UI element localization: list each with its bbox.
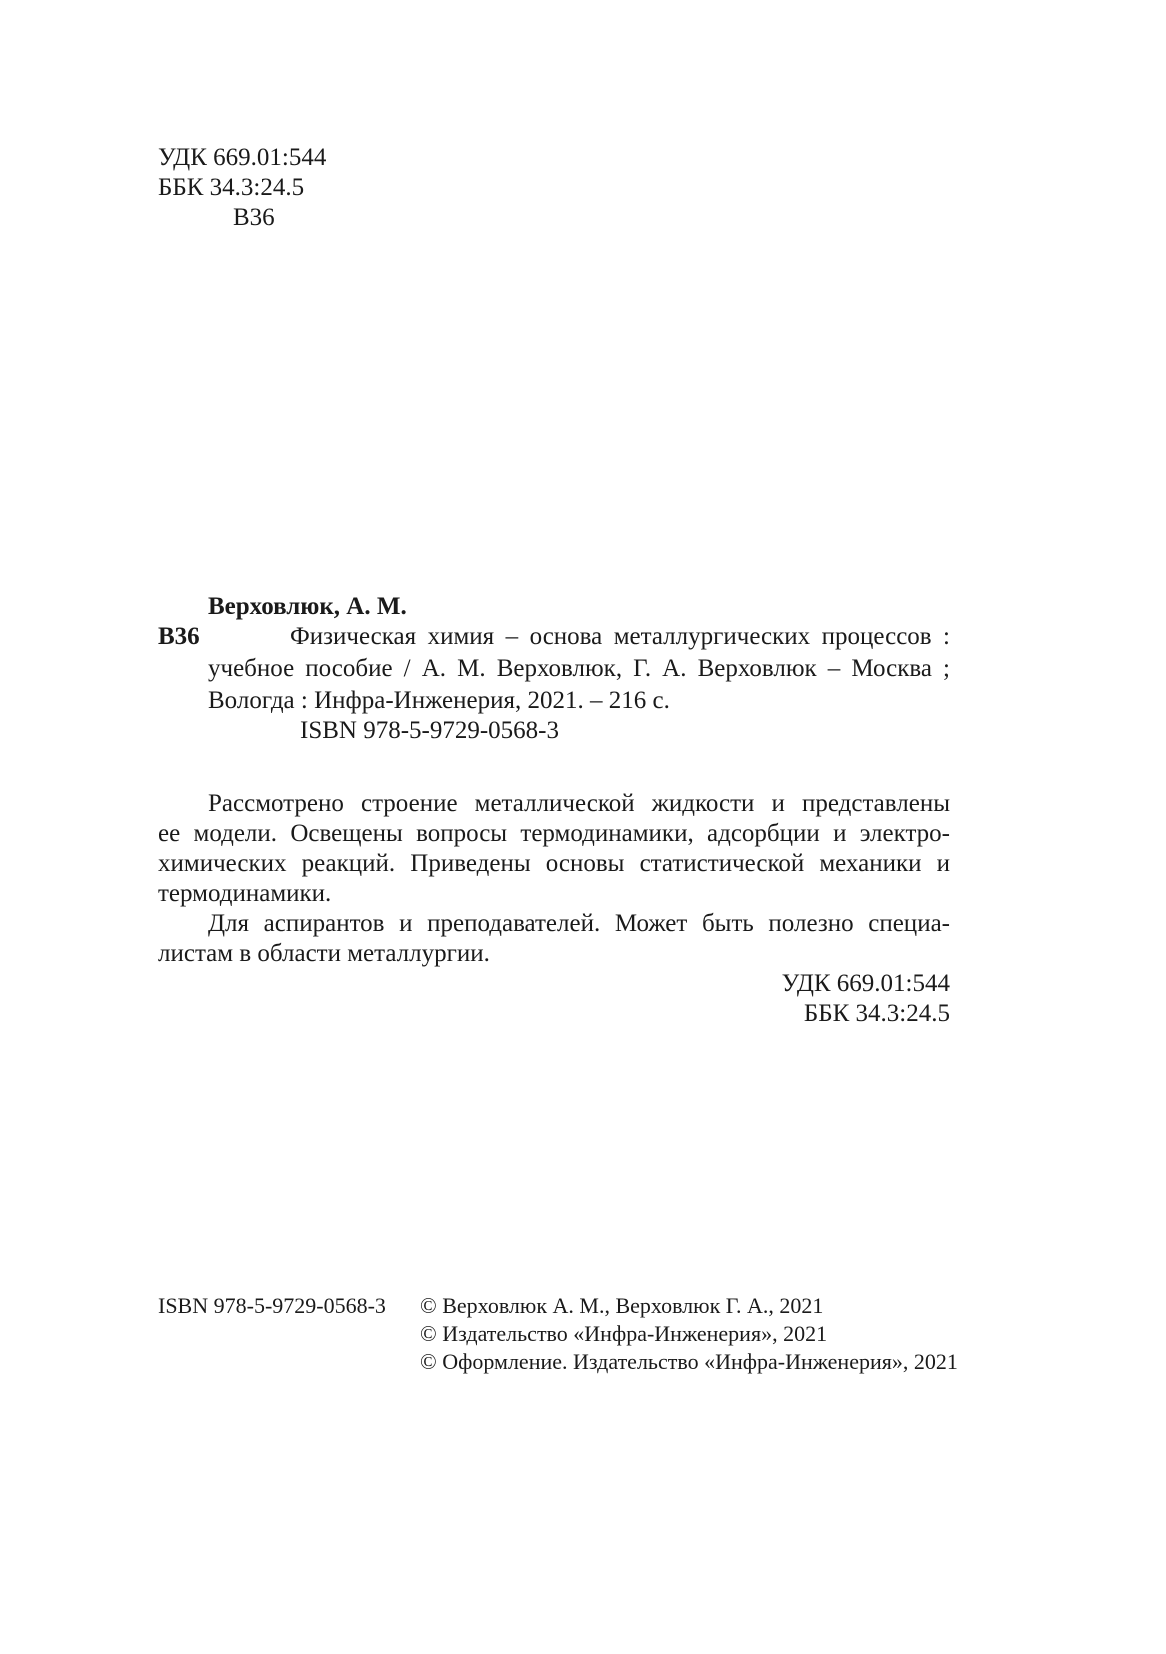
- top-bbk: ББК 34.3:24.5: [158, 174, 305, 201]
- annotation-p1-line-3: химических реакций. Приведены основы статистической механики и: [158, 850, 950, 877]
- annotation-p2-line-1: Для аспирантов и преподавателей. Может быть полезно специа-: [208, 910, 950, 937]
- top-udk: УДК 669.01:544: [158, 144, 327, 171]
- footer-isbn: ISBN 978-5-9729-0568-3: [158, 1293, 386, 1318]
- annotation-p1-line-1: Рассмотрено строение металлической жидкости и представлены: [208, 790, 950, 817]
- record-title-line-3: Вологда : Инфра-Инженерия, 2021. – 216 с.: [208, 687, 670, 714]
- record-title-line-2: учебное пособие / А. М. Верховлюк, Г. А. Верховлюк – Москва ;: [208, 655, 950, 682]
- bottom-udk: УДК 669.01:544: [781, 970, 950, 997]
- bottom-bbk: ББК 34.3:24.5: [803, 1000, 950, 1027]
- record-isbn: ISBN 978-5-9729-0568-3: [300, 717, 560, 744]
- copyright-publisher: © Издательство «Инфра-Инженерия», 2021: [420, 1321, 828, 1346]
- copyright-design: © Оформление. Издательство «Инфра-Инженерия», 2021: [420, 1349, 958, 1374]
- annotation-p1-line-2: ее модели. Освещены вопросы термодинамики, адсорбции и электро-: [158, 820, 950, 847]
- top-author-mark: В36: [233, 204, 275, 231]
- record-author-mark: В36: [158, 623, 200, 650]
- annotation-p1-line-4: термодинамики.: [158, 880, 332, 907]
- author-heading: Верховлюк, А. М.: [208, 593, 407, 620]
- copyright-authors: © Верховлюк А. М., Верховлюк Г. А., 2021: [420, 1293, 824, 1318]
- annotation-p2-line-2: листам в области металлургии.: [158, 940, 490, 967]
- record-title-line-1: Физическая химия – основа металлургических процессов :: [290, 623, 950, 650]
